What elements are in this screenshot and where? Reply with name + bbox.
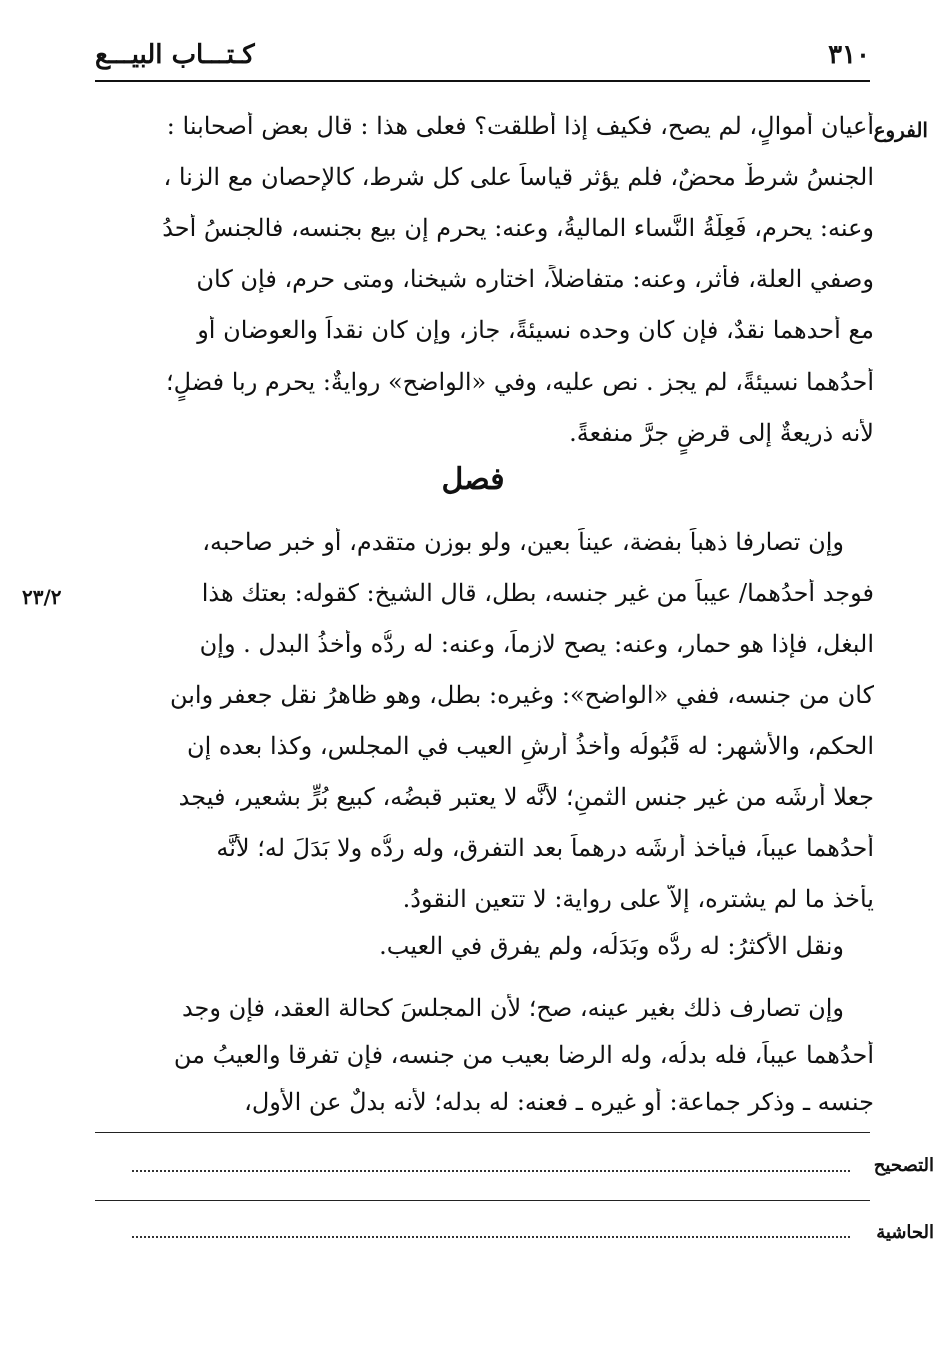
text-line: فوجد أحدُهما/ عيباً من غير جنسه، بطل، قال الشيخ: كقوله: بعتك هذا xyxy=(201,579,874,607)
footnote-dotted-line xyxy=(132,1234,850,1238)
text-line: كان من جنسه، ففي «الواضح»: وغيره: بطل، وهو ظاهرُ نقل جعفر وابن xyxy=(169,681,874,709)
text-line: يأخذ ما لم يشتره، إلاَّ على رواية: لا تتعين النقودُ. xyxy=(402,885,874,913)
text-line: وصفي العلة، فأثر، وعنه: متفاضلاً، اختاره شيخنا، ومتى حرم، فإن كان xyxy=(196,265,874,293)
text-line: جنسه ـ وذكر جماعة: أو غيره ـ فعنه: له بدله؛ لأنه بدلٌ عن الأول، xyxy=(244,1088,874,1116)
header-divider xyxy=(95,80,870,82)
page-header xyxy=(95,36,870,84)
footer-divider-bottom xyxy=(95,1200,870,1201)
text-line: ونقل الأكثرُ: له ردُّه وبَدَلُه، ولم يفرق في العيب. xyxy=(379,932,844,960)
text-line: أعيان أموالٍ، لم يصح، فكيف إذا أطلقت؟ فعلى هذا : قال بعض أصحابنا : xyxy=(166,112,874,140)
margin-note-reference: ٢٣/٢ xyxy=(22,585,62,609)
text-line: جعلا أرشَه من غير جنس الثمنِ؛ لأنَّه لا يعتبر قبضُه، كبيع بُرٍّ بشعير، فيجد xyxy=(178,783,874,811)
page-number: ٣١٠ xyxy=(828,40,870,70)
text-line: مع أحدهما نقدٌ، فإن كان وحده نسيئةً، جاز، وإن كان نقداً والعوضان أو xyxy=(197,316,874,344)
correction-dotted-line xyxy=(132,1168,850,1172)
running-title: كـتـــاب البيـــع xyxy=(95,40,255,70)
footer-divider-top xyxy=(95,1132,870,1133)
footnote-label: الحاشية xyxy=(876,1222,934,1243)
text-line: البغل، فإذا هو حمار، وعنه: يصح لازماً، وعنه: له ردُّه وأخذُ البدل . وإن xyxy=(199,630,874,658)
text-line: الحكم، والأشهر: له قَبُولُه وأخذُ أرشِ العيب في المجلس، وكذا بعده إن xyxy=(186,732,874,760)
correction-label: التصحيح xyxy=(873,1155,934,1176)
text-line: وإن تصارف ذلك بغير عينه، صح؛ لأن المجلسَ كحالة العقد، فإن وجد xyxy=(181,994,844,1022)
margin-note-furu: الفروع xyxy=(873,118,928,142)
text-line: أحدُهما نسيئةً، لم يجز . نص عليه، وفي «الواضح» روايةٌ: يحرم ربا فضلٍ؛ xyxy=(166,368,874,396)
text-line: أحدُهما عيباً، فله بدلُه، وله الرضا بعيب من جنسه، فإن تفرقا والعيبُ من xyxy=(173,1041,874,1069)
text-line: وعنه: يحرم، فَعِلَّةُ النَّساء الماليةُ، وعنه: يحرم إن بيع بجنسه، فالجنسُ أحدُ xyxy=(162,214,874,242)
text-line: وإن تصارفا ذهباً بفضة، عيناً بعين، ولو بوزن متقدم، أو خبر صاحبه، xyxy=(202,528,844,556)
text-line: لأنه ذريعةٌ إلى قرضٍ جرَّ منفعةً. xyxy=(569,419,874,447)
text-line: الجنسُ شرطٌ محضٌ، فلم يؤثر قياساً على كل شرط، كالإحصان مع الزنا ، xyxy=(163,163,874,191)
section-heading: فصل xyxy=(441,462,505,497)
text-line: أحدُهما عيباً، فيأخذ أرشَه درهماً بعد التفرق، وله ردُّه ولا بَدَلَ له؛ لأنَّه xyxy=(216,834,874,862)
